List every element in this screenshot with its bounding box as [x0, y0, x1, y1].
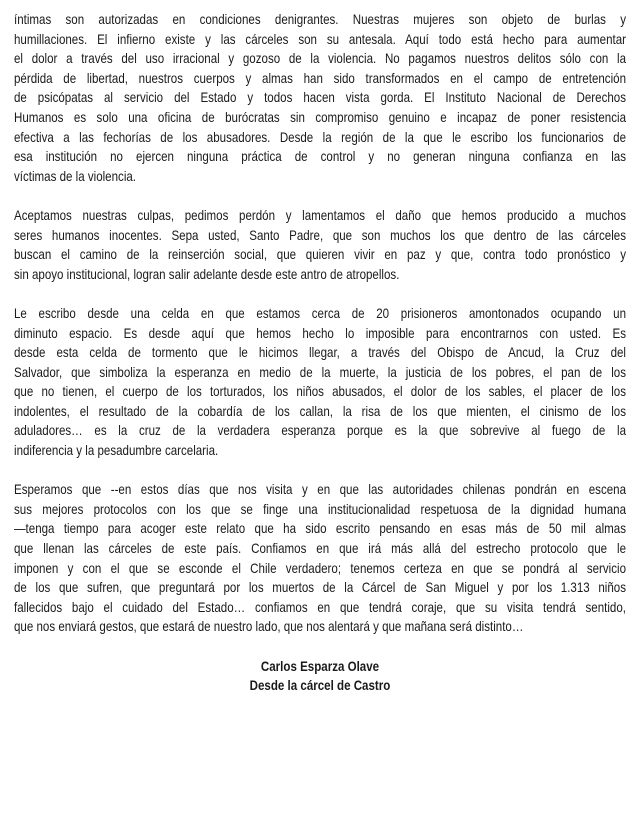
text-line: víctimas de la violencia.: [14, 168, 137, 184]
text-line: sus mejores protocolos con los que se finge una institucionalidad respetuosa de la dignidad humana: [14, 501, 626, 517]
text-line: buscan el camino de la reinserción social, que quieren vivir en paz y que, contra todo pronóstico y: [14, 247, 626, 263]
text-line: que llenan las cárceles de este país. Confiamos en que irá más allá del estrecho protocolo que le: [14, 541, 626, 557]
text-line: seres humanos inocentes. Sepa usted, Santo Padre, que son muchos los que dentro de las cárceles: [14, 227, 626, 243]
text-line: Esperamos que --en estos días que nos visita y en que las autoridades chilenas pondrán en escena: [14, 482, 626, 498]
text-line: el dolor a través del uso irracional y gozoso de la violencia. No pagamos nuestros delitos sólo con la: [14, 51, 626, 67]
text-line: humillaciones. El infierno existe y las cárceles son su antesala. Aquí todo está hecho para aumentar: [14, 31, 626, 47]
text-line: que no tienen, el cuerpo de los torturados, los niños abusados, el dolor de los sables, el placer de los: [14, 384, 626, 400]
text-line: —tenga tiempo para acoger este relato que ha sido escrito pensando en esas más de 50 mil almas: [14, 521, 626, 537]
paragraph: [14, 10, 626, 186]
text-line: indolentes, el resultado de la cobardía de los callan, la risa de los que mienten, el cinismo de los: [14, 403, 626, 419]
text-line: de los que sufren, que preguntará por los muertos de la Cárcel de San Miguel y por los 1.313 niños: [14, 580, 626, 596]
letter-body: [14, 10, 626, 637]
signature-block: [14, 657, 626, 696]
letter-page: [14, 10, 626, 696]
text-line: esa institución no ejercen ninguna práctica de control y no generan ninguna confianza en las: [14, 149, 626, 165]
text-line: Salvador, que simboliza la esperanza en medio de la muerte, la justicia de los pobres, el pan de los: [14, 364, 626, 380]
text-line: indiferencia y la pesadumbre carcelaria.: [14, 443, 219, 459]
paragraph: [14, 206, 626, 284]
text-line: fallecidos bajo el cuidado del Estado… confiamos en que tendrá coraje, que su visita tendrá sentido,: [14, 599, 626, 615]
paragraph: [14, 480, 626, 637]
text-line: diminuto espacio. Es desde aquí que hemos hecho lo imposible para encontrarnos con usted. Es: [14, 325, 626, 341]
text-line: íntimas son autorizadas en condiciones denigrantes. Nuestras mujeres son objeto de burlas y: [14, 12, 626, 27]
text-line: desde esta celda de tormento que le hicimos llegar, a través del Obispo de Ancud, la Cruz del: [14, 345, 626, 361]
text-line: Humanos es solo una oficina de burócratas sin compromiso genuino e incapaz de poner resistencia: [14, 109, 626, 125]
text-line: que nos enviará gestos, que estará de nuestro lado, que nos alentará y que mañana será distinto…: [14, 619, 524, 635]
signature-name: Carlos Esparza Olave: [260, 658, 380, 674]
text-line: de psicópatas al servicio del Estado y todos hacen vista gorda. El Instituto Nacional de Derechos: [14, 90, 626, 106]
text-line: efectiva a las fechorías de los abusadores. Desde la región de la que le escribo los funcionarios de: [14, 129, 626, 145]
text-line: Aceptamos nuestras culpas, pedimos perdón y lamentamos el daño que hemos producido a muchos: [14, 207, 626, 223]
signature-place: Desde la cárcel de Castro: [249, 678, 391, 694]
text-line: sin apoyo institucional, logran salir adelante desde este antro de atropellos.: [14, 266, 400, 282]
text-line: imponen y con el que se esconde el Chile verdadero; tenemos certeza en que se pondrá al servicio: [14, 560, 626, 576]
text-line: pérdida de libertad, nuestros cuerpos y almas han sido transformados en el campo de entretención: [14, 70, 626, 86]
paragraph: [14, 304, 626, 461]
text-line: Le escribo desde una celda en que estamos cerca de 20 prisioneros amontonados ocupando un: [14, 305, 626, 321]
text-line: aduladores… es la cruz de la verdadera esperanza porque es la que sobrevive al fuego de la: [14, 423, 626, 439]
